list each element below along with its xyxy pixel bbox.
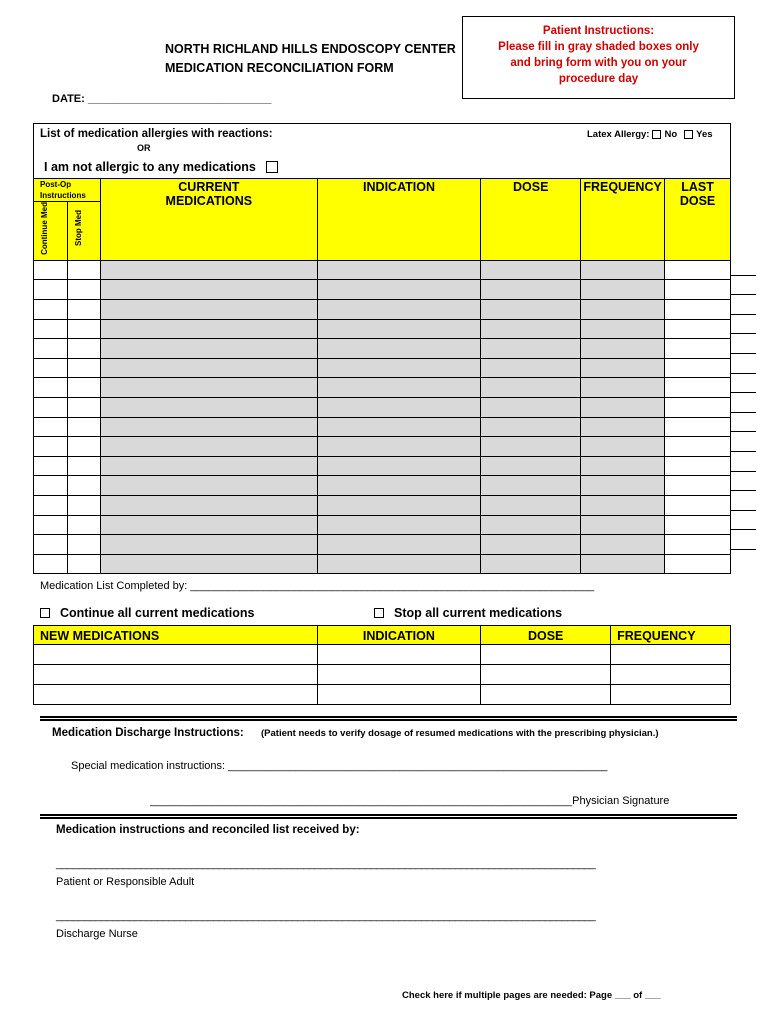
special-instructions-field[interactable]: Special medication instructions: ______________________________________________________________ xyxy=(71,760,608,772)
stop-med-cell[interactable] xyxy=(67,398,100,418)
margin-line xyxy=(730,472,756,492)
current-medication-row xyxy=(34,515,731,535)
medication-cell[interactable] xyxy=(100,417,317,437)
medication-cell[interactable] xyxy=(100,398,317,418)
or-label: OR xyxy=(137,143,151,153)
stop-all-checkbox[interactable] xyxy=(374,608,384,618)
patient-instructions-line-3: and bring form with you on your xyxy=(510,57,687,69)
indication-cell[interactable] xyxy=(317,535,481,555)
medication-cell[interactable] xyxy=(100,476,317,496)
stop-all-option xyxy=(374,606,562,620)
stop-med-cell[interactable] xyxy=(67,358,100,378)
new-medication-cell[interactable] xyxy=(34,645,318,665)
current-medications-header-text: CURRENT MEDICATIONS xyxy=(165,180,253,208)
section-divider-1 xyxy=(40,716,737,721)
patient-signature-label: Patient or Responsible Adult xyxy=(56,876,195,888)
received-by-label: Medication instructions and reconciled list received by: xyxy=(56,824,360,836)
margin-line xyxy=(730,354,756,374)
latex-yes-checkbox[interactable] xyxy=(684,130,693,139)
continue-med-label: Continue Med xyxy=(40,202,50,255)
indication-cell[interactable] xyxy=(317,456,481,476)
frequency-cell[interactable] xyxy=(581,535,665,555)
continue-med-cell[interactable] xyxy=(34,515,68,535)
dose-header: DOSE xyxy=(481,179,581,261)
dose-cell[interactable] xyxy=(481,398,581,418)
medication-cell[interactable] xyxy=(100,437,317,457)
right-margin-lines xyxy=(730,256,756,550)
postop-header: Post-Op Instructions xyxy=(34,179,101,202)
dose-cell[interactable] xyxy=(481,437,581,457)
dose-cell[interactable] xyxy=(481,260,581,280)
form-title xyxy=(165,40,456,78)
margin-line xyxy=(730,295,756,315)
nurse-signature-label: Discharge Nurse xyxy=(56,928,138,940)
dose-cell[interactable] xyxy=(481,535,581,555)
continue-med-cell[interactable] xyxy=(34,456,68,476)
not-allergic-option xyxy=(44,160,278,174)
medication-cell[interactable] xyxy=(100,300,317,320)
continue-med-cell[interactable] xyxy=(34,378,68,398)
continue-med-cell[interactable] xyxy=(34,280,68,300)
current-medication-row xyxy=(34,554,731,574)
margin-line xyxy=(730,432,756,452)
dose-cell[interactable] xyxy=(481,300,581,320)
dose-cell[interactable] xyxy=(481,319,581,339)
indication-header: INDICATION xyxy=(317,179,481,261)
indication-cell[interactable] xyxy=(317,300,481,320)
indication-cell[interactable] xyxy=(317,378,481,398)
continue-all-label: Continue all current medications xyxy=(60,606,255,620)
stop-med-cell[interactable] xyxy=(67,319,100,339)
current-medication-row xyxy=(34,417,731,437)
frequency-cell[interactable] xyxy=(581,358,665,378)
dose-cell[interactable] xyxy=(481,456,581,476)
stop-med-cell[interactable] xyxy=(67,437,100,457)
frequency-cell[interactable] xyxy=(581,515,665,535)
medication-cell[interactable] xyxy=(100,496,317,516)
last-dose-cell[interactable] xyxy=(665,515,731,535)
indication-cell[interactable] xyxy=(317,358,481,378)
current-medication-row xyxy=(34,496,731,516)
margin-line xyxy=(730,276,756,296)
stop-med-cell[interactable] xyxy=(67,339,100,359)
new-medication-row xyxy=(34,645,731,665)
margin-line xyxy=(730,491,756,511)
margin-line xyxy=(730,334,756,354)
indication-cell[interactable] xyxy=(317,280,481,300)
margin-line xyxy=(730,452,756,472)
margin-line xyxy=(730,393,756,413)
medication-cell[interactable] xyxy=(100,260,317,280)
stop-med-cell[interactable] xyxy=(67,535,100,555)
continue-med-cell[interactable] xyxy=(34,437,68,457)
frequency-cell[interactable] xyxy=(581,300,665,320)
title-line-1: NORTH RICHLAND HILLS ENDOSCOPY CENTER xyxy=(165,42,456,56)
dose-cell[interactable] xyxy=(481,358,581,378)
dose-cell[interactable] xyxy=(481,496,581,516)
indication-cell[interactable] xyxy=(317,496,481,516)
new-dose-cell[interactable] xyxy=(481,665,611,685)
continue-med-cell[interactable] xyxy=(34,554,68,574)
last-dose-cell[interactable] xyxy=(665,398,731,418)
dose-cell[interactable] xyxy=(481,339,581,359)
medication-cell[interactable] xyxy=(100,339,317,359)
current-medications-table xyxy=(33,178,731,574)
not-allergic-label: I am not allergic to any medications xyxy=(44,160,256,174)
dose-cell[interactable] xyxy=(481,476,581,496)
frequency-cell[interactable] xyxy=(581,496,665,516)
patient-instructions-line-2: Please fill in gray shaded boxes only xyxy=(498,41,699,53)
stop-med-cell[interactable] xyxy=(67,456,100,476)
latex-yes-label: Yes xyxy=(696,129,713,140)
last-dose-cell[interactable] xyxy=(665,300,731,320)
stop-med-cell[interactable] xyxy=(67,260,100,280)
indication-cell[interactable] xyxy=(317,554,481,574)
indication-cell[interactable] xyxy=(317,398,481,418)
patient-instructions-line-4: procedure day xyxy=(558,73,639,85)
last-dose-cell[interactable] xyxy=(665,260,731,280)
current-medication-row xyxy=(34,476,731,496)
margin-line xyxy=(730,530,756,550)
continue-med-cell[interactable] xyxy=(34,319,68,339)
continue-med-cell[interactable] xyxy=(34,358,68,378)
continue-med-cell[interactable] xyxy=(34,535,68,555)
current-medication-row xyxy=(34,535,731,555)
frequency-cell[interactable] xyxy=(581,339,665,359)
continue-med-cell[interactable] xyxy=(34,300,68,320)
continue-med-cell[interactable] xyxy=(34,496,68,516)
new-frequency-cell[interactable] xyxy=(611,685,731,705)
dose-cell[interactable] xyxy=(481,417,581,437)
last-dose-cell[interactable] xyxy=(665,319,731,339)
last-dose-cell[interactable] xyxy=(665,417,731,437)
current-medication-row xyxy=(34,456,731,476)
latex-allergy xyxy=(587,129,713,140)
frequency-header: FREQUENCY xyxy=(581,179,665,261)
medication-cell[interactable] xyxy=(100,554,317,574)
margin-line xyxy=(730,413,756,433)
stop-med-cell[interactable] xyxy=(67,417,100,437)
physician-signature-field[interactable]: _____________________________________________________________________Physician Signature xyxy=(150,795,670,807)
continue-med-cell[interactable] xyxy=(34,476,68,496)
indication-cell[interactable] xyxy=(317,476,481,496)
discharge-instructions-note: (Patient needs to verify dosage of resumed medications with the prescribing physician.) xyxy=(261,728,659,739)
frequency-cell[interactable] xyxy=(581,319,665,339)
indication-cell[interactable] xyxy=(317,417,481,437)
continue-med-cell[interactable] xyxy=(34,339,68,359)
new-dose-header: DOSE xyxy=(481,626,611,645)
current-medication-row xyxy=(34,437,731,457)
new-medications-header: NEW MEDICATIONS xyxy=(34,626,318,645)
latex-no-label: No xyxy=(664,129,678,140)
continue-med-cell[interactable] xyxy=(34,398,68,418)
new-medications-body xyxy=(34,645,731,705)
new-indication-cell[interactable] xyxy=(317,665,481,685)
last-dose-cell[interactable] xyxy=(665,476,731,496)
indication-cell[interactable] xyxy=(317,515,481,535)
last-dose-header: LAST DOSE xyxy=(665,179,731,261)
last-dose-cell[interactable] xyxy=(665,437,731,457)
discharge-instructions-label: Medication Discharge Instructions: xyxy=(52,727,244,739)
indication-cell[interactable] xyxy=(317,437,481,457)
current-medication-row xyxy=(34,398,731,418)
title-line-2: MEDICATION RECONCILIATION FORM xyxy=(165,61,394,75)
medication-cell[interactable] xyxy=(100,378,317,398)
continue-all-checkbox[interactable] xyxy=(40,608,50,618)
last-dose-cell[interactable] xyxy=(665,496,731,516)
last-dose-cell[interactable] xyxy=(665,280,731,300)
frequency-cell[interactable] xyxy=(581,437,665,457)
margin-line xyxy=(730,511,756,531)
continue-all-option xyxy=(40,606,254,620)
new-indication-cell[interactable] xyxy=(317,685,481,705)
nurse-signature-line[interactable]: ________________________________________________________________________________________________ xyxy=(56,910,596,922)
medication-cell[interactable] xyxy=(100,280,317,300)
section-divider-2 xyxy=(40,814,737,819)
new-medication-row xyxy=(34,665,731,685)
current-medication-row xyxy=(34,319,731,339)
last-dose-cell[interactable] xyxy=(665,358,731,378)
frequency-cell[interactable] xyxy=(581,398,665,418)
stop-med-cell[interactable] xyxy=(67,554,100,574)
dose-cell[interactable] xyxy=(481,378,581,398)
new-medications-table xyxy=(33,625,731,705)
not-allergic-checkbox[interactable] xyxy=(266,161,278,173)
new-dose-cell[interactable] xyxy=(481,645,611,665)
allergy-label: List of medication allergies with reactions: xyxy=(40,128,273,140)
new-frequency-cell[interactable] xyxy=(611,645,731,665)
stop-med-cell[interactable] xyxy=(67,300,100,320)
last-dose-cell[interactable] xyxy=(665,535,731,555)
dose-cell[interactable] xyxy=(481,515,581,535)
date-field[interactable]: DATE: ______________________________ xyxy=(52,93,272,105)
frequency-cell[interactable] xyxy=(581,280,665,300)
stop-med-cell[interactable] xyxy=(67,280,100,300)
latex-no-checkbox[interactable] xyxy=(652,130,661,139)
new-medication-row xyxy=(34,685,731,705)
new-frequency-header: FREQUENCY xyxy=(611,626,731,645)
medication-cell[interactable] xyxy=(100,456,317,476)
frequency-cell[interactable] xyxy=(581,260,665,280)
indication-cell[interactable] xyxy=(317,260,481,280)
frequency-cell[interactable] xyxy=(581,476,665,496)
medication-cell[interactable] xyxy=(100,515,317,535)
last-dose-cell[interactable] xyxy=(665,554,731,574)
current-medications-header xyxy=(100,179,317,261)
margin-line xyxy=(730,374,756,394)
new-indication-header: INDICATION xyxy=(317,626,481,645)
stop-med-cell[interactable] xyxy=(67,476,100,496)
current-medication-row xyxy=(34,280,731,300)
frequency-cell[interactable] xyxy=(581,554,665,574)
frequency-cell[interactable] xyxy=(581,378,665,398)
continue-med-header xyxy=(34,202,68,261)
new-medication-cell[interactable] xyxy=(34,685,318,705)
stop-med-cell[interactable] xyxy=(67,378,100,398)
multiple-pages-note[interactable]: Check here if multiple pages are needed: Page ___ of ___ xyxy=(402,990,661,1001)
margin-line xyxy=(730,315,756,335)
stop-med-header xyxy=(67,202,100,261)
latex-allergy-label: Latex Allergy: xyxy=(587,129,650,140)
current-medication-row xyxy=(34,378,731,398)
continue-med-cell[interactable] xyxy=(34,417,68,437)
current-medications-body xyxy=(34,260,731,574)
frequency-cell[interactable] xyxy=(581,456,665,476)
frequency-cell[interactable] xyxy=(581,417,665,437)
current-medication-row xyxy=(34,339,731,359)
stop-med-label: Stop Med xyxy=(73,210,83,247)
patient-signature-line[interactable]: ________________________________________________________________________________________________ xyxy=(56,858,596,870)
new-medication-cell[interactable] xyxy=(34,665,318,685)
completed-by-field[interactable]: Medication List Completed by: __________________________________________________________________ xyxy=(40,580,595,592)
new-frequency-cell[interactable] xyxy=(611,665,731,685)
current-medication-row xyxy=(34,300,731,320)
last-dose-cell[interactable] xyxy=(665,378,731,398)
indication-cell[interactable] xyxy=(317,319,481,339)
patient-instructions-heading: Patient Instructions: xyxy=(542,25,655,37)
current-medication-row xyxy=(34,260,731,280)
margin-line xyxy=(730,256,756,276)
stop-all-label: Stop all current medications xyxy=(394,606,563,620)
stop-med-cell[interactable] xyxy=(67,515,100,535)
dose-cell[interactable] xyxy=(481,280,581,300)
indication-cell[interactable] xyxy=(317,339,481,359)
new-indication-cell[interactable] xyxy=(317,645,481,665)
medication-cell[interactable] xyxy=(100,358,317,378)
current-medication-row xyxy=(34,358,731,378)
stop-med-cell[interactable] xyxy=(67,496,100,516)
continue-med-cell[interactable] xyxy=(34,260,68,280)
last-dose-cell[interactable] xyxy=(665,456,731,476)
dose-cell[interactable] xyxy=(481,554,581,574)
new-dose-cell[interactable] xyxy=(481,685,611,705)
patient-instructions-box xyxy=(462,16,735,99)
medication-cell[interactable] xyxy=(100,535,317,555)
medication-cell[interactable] xyxy=(100,319,317,339)
last-dose-cell[interactable] xyxy=(665,339,731,359)
